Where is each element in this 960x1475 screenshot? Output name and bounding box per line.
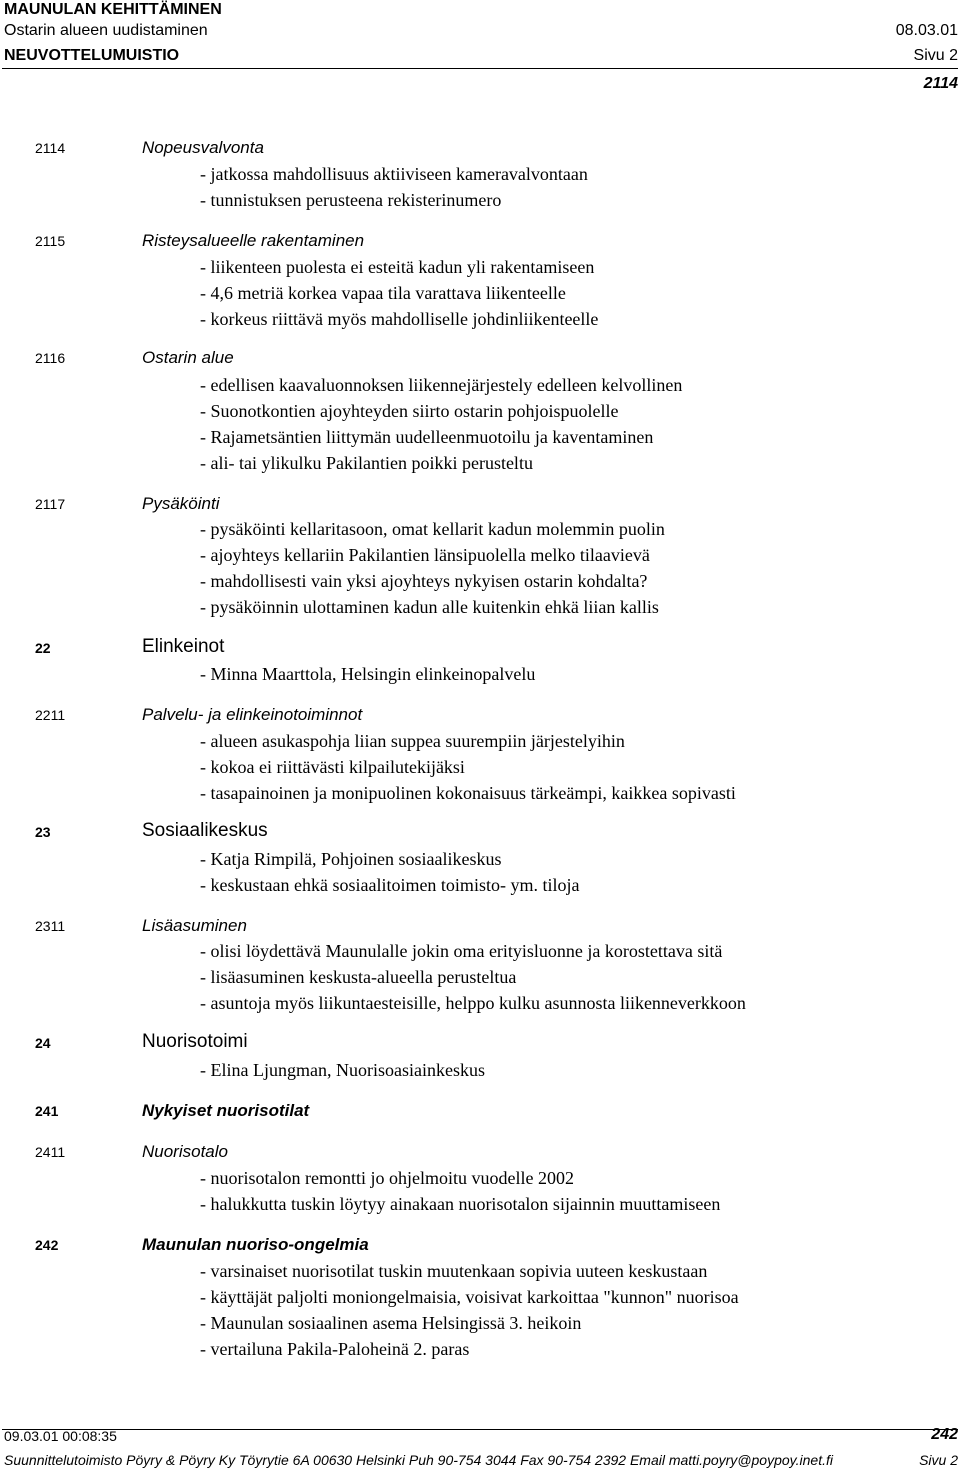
list-item: - Maunulan sosiaalinen asema Helsingissä 3. heikoin bbox=[200, 1313, 582, 1333]
list-item: - liikenteen puolesta ei esteitä kadun yli rakentamiseen bbox=[200, 257, 595, 277]
list-item: - varsinaiset nuorisotilat tuskin muutenkaan sopivia uuteen keskustaan bbox=[200, 1261, 708, 1281]
section-number-24: 24 bbox=[35, 1035, 51, 1051]
list-item: - keskustaan ehkä sosiaalitoimen toimisto- ym. tiloja bbox=[200, 875, 580, 895]
section-number-241: 241 bbox=[35, 1103, 59, 1119]
section-number-2411: 2411 bbox=[35, 1144, 66, 1160]
list-item: - Katja Rimpilä, Pohjoinen sosiaalikeskus bbox=[200, 849, 502, 869]
section-number-2211: 2211 bbox=[35, 707, 66, 723]
list-item: - Rajametsäntien liittymän uudelleenmuotoilu ja kaventaminen bbox=[200, 427, 654, 447]
list-item: - kokoa ei riittävästi kilpailutekijäksi bbox=[200, 757, 465, 777]
section-heading-nuorisotoimi: Nuorisotoimi bbox=[142, 1031, 248, 1052]
list-item: - pysäköinnin ulottaminen kadun alle kuitenkin ehkä liian kallis bbox=[200, 597, 659, 617]
section-number-23: 23 bbox=[35, 824, 51, 840]
list-item: - jatkossa mahdollisuus aktiiviseen kameravalvontaan bbox=[200, 164, 588, 184]
list-item: - pysäköinti kellaritasoon, omat kellarit kadun molemmin puolin bbox=[200, 519, 665, 539]
list-item: - asuntoja myös liikuntaesteisille, helppo kulku asunnosta liikenneverkkoon bbox=[200, 993, 746, 1013]
section-number-2117: 2117 bbox=[35, 496, 66, 512]
section-heading-nopeusvalvonta: Nopeusvalvonta bbox=[142, 138, 264, 157]
list-item: - ajoyhteys kellariin Pakilantien länsipuolella melko tilaavievä bbox=[200, 545, 650, 565]
list-item: - Minna Maarttola, Helsingin elinkeinopalvelu bbox=[200, 664, 536, 684]
list-item: - tunnistuksen perusteena rekisterinumero bbox=[200, 190, 502, 210]
footer-divider bbox=[2, 1429, 958, 1430]
list-item: - olisi löydettävä Maunulalle jokin oma erityisluonne ja korostettava sitä bbox=[200, 941, 723, 961]
header-section-ref: 2114 bbox=[923, 75, 958, 92]
section-heading-palvelu: Palvelu- ja elinkeinotoiminnot bbox=[142, 705, 363, 724]
header-doc-type: NEUVOTTELUMUISTIO bbox=[4, 47, 180, 64]
section-number-242: 242 bbox=[35, 1237, 59, 1253]
list-item: - Elina Ljungman, Nuorisoasiainkeskus bbox=[200, 1060, 485, 1080]
section-number-2311: 2311 bbox=[35, 918, 66, 934]
header-title: MAUNULAN KEHITTÄMINEN bbox=[4, 1, 222, 18]
list-item: - alueen asukaspohja liian suppea suurempiin järjestelyihin bbox=[200, 731, 625, 751]
footer-section-ref: 242 bbox=[931, 1426, 958, 1443]
footer-address: Suunnittelutoimisto Pöyry & Pöyry Ky Töyrytie 6A 00630 Helsinki Puh 90-754 3044 Fax 90-754 2392 Email matti.poyry@poypoy.inet.fi bbox=[4, 1452, 833, 1468]
section-number-2116: 2116 bbox=[35, 350, 66, 366]
section-heading-sosiaalikeskus: Sosiaalikeskus bbox=[142, 820, 268, 841]
footer-timestamp: 09.03.01 00:08:35 bbox=[4, 1428, 117, 1444]
list-item: - halukkutta tuskin löytyy ainakaan nuorisotalon sijainnin muuttamiseen bbox=[200, 1194, 721, 1214]
section-heading-nuorisotalo: Nuorisotalo bbox=[142, 1142, 228, 1161]
list-item: - nuorisotalon remontti jo ohjelmoitu vuodelle 2002 bbox=[200, 1168, 574, 1188]
header-page-number: Sivu 2 bbox=[913, 47, 958, 64]
section-heading-nuoriso-ongelmia: Maunulan nuoriso-ongelmia bbox=[142, 1235, 369, 1254]
section-number-22: 22 bbox=[35, 640, 51, 656]
list-item: - mahdollisesti vain yksi ajoyhteys nykyisen ostarin kohdalta? bbox=[200, 571, 648, 591]
header-subtitle: Ostarin alueen uudistaminen bbox=[4, 22, 208, 39]
list-item: - korkeus riittävä myös mahdolliselle johdinliikenteelle bbox=[200, 309, 599, 329]
list-item: - Suonotkontien ajoyhteyden siirto ostarin pohjoispuolelle bbox=[200, 401, 619, 421]
header-date: 08.03.01 bbox=[895, 22, 958, 39]
list-item: - vertailuna Pakila-Paloheinä 2. paras bbox=[200, 1339, 470, 1359]
list-item: - edellisen kaavaluonnoksen liikennejärjestely edelleen kelvollinen bbox=[200, 375, 683, 395]
list-item: - lisäasuminen keskusta-alueella perusteltua bbox=[200, 967, 517, 987]
list-item: - 4,6 metriä korkea vapaa tila varattava liikenteelle bbox=[200, 283, 566, 303]
section-heading-nykyiset-nuorisotilat: Nykyiset nuorisotilat bbox=[142, 1101, 310, 1120]
list-item: - ali- tai ylikulku Pakilantien poikki perusteltu bbox=[200, 453, 533, 473]
section-number-2114: 2114 bbox=[35, 140, 66, 156]
section-heading-risteysalueelle: Risteysalueelle rakentaminen bbox=[142, 231, 365, 250]
header-divider bbox=[2, 68, 958, 69]
list-item: - käyttäjät paljolti moniongelmaisia, voisivat karkoittaa "kunnon" nuorisoa bbox=[200, 1287, 739, 1307]
list-item: - tasapainoinen ja monipuolinen kokonaisuus tärkeämpi, kaikkea sopivasti bbox=[200, 783, 736, 803]
section-heading-pysakointi: Pysäköinti bbox=[142, 494, 220, 513]
section-heading-lisaasuminen: Lisäasuminen bbox=[142, 916, 247, 935]
section-heading-elinkeinot: Elinkeinot bbox=[142, 636, 225, 657]
footer-page-number: Sivu 2 bbox=[919, 1452, 958, 1468]
section-heading-ostarin-alue: Ostarin alue bbox=[142, 348, 234, 367]
section-number-2115: 2115 bbox=[35, 233, 66, 249]
